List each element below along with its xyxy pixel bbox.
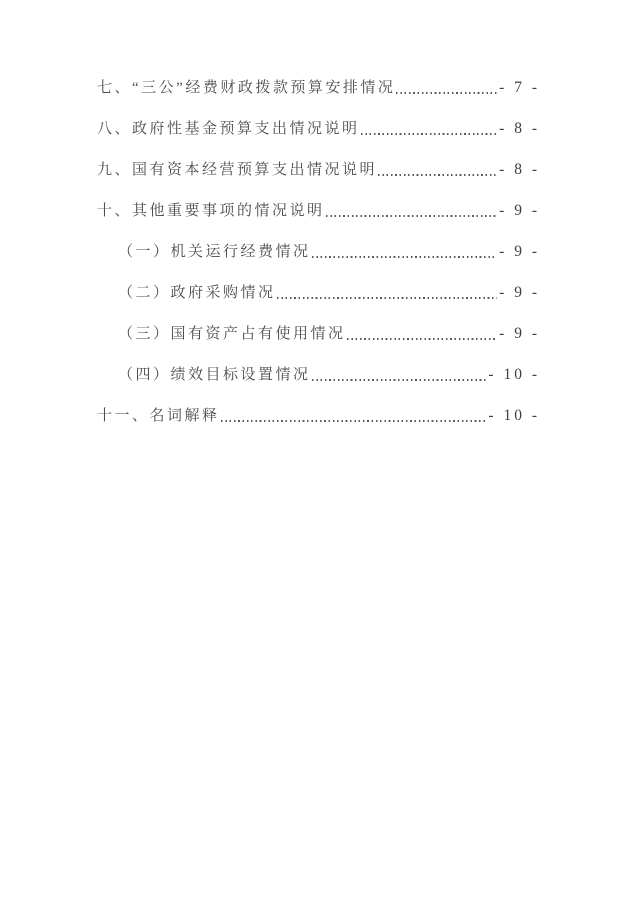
toc-page-number: - 10 - (488, 407, 540, 424)
toc-entry-label: 十、其他重要事项的情况说明 (97, 203, 325, 219)
toc-entry[interactable] (97, 283, 540, 303)
toc-page-number: - 10 - (488, 366, 540, 383)
toc-leader-dots (312, 379, 487, 381)
toc-leader-dots (347, 338, 498, 340)
toc-entry-label: （三）国有资产占有使用情况 (118, 326, 346, 342)
toc-entry-label: （一）机关运行经费情况 (118, 244, 311, 260)
toc-entry[interactable] (97, 201, 540, 221)
toc-entry[interactable] (97, 119, 540, 139)
toc-entry-label: 九、国有资本经营预算支出情况说明 (97, 162, 378, 178)
toc-entry-label: 十一、名词解释 (97, 408, 220, 424)
toc-entry-label: （四）绩效目标设置情况 (118, 367, 311, 383)
toc-entry[interactable] (97, 365, 540, 385)
toc-leader-dots (326, 215, 498, 217)
toc-entry[interactable] (97, 242, 540, 262)
toc-leader-dots (396, 92, 497, 94)
toc-page-number: - 8 - (499, 161, 540, 178)
toc-page-number: - 9 - (499, 325, 540, 342)
toc-leader-dots (312, 256, 498, 258)
toc-page-number: - 9 - (499, 202, 540, 219)
toc-leader-dots (378, 174, 497, 176)
toc-entry[interactable] (97, 160, 540, 180)
toc-page-number: - 9 - (499, 243, 540, 260)
toc-entry[interactable] (97, 324, 540, 344)
toc-leader-dots (277, 297, 498, 299)
toc-entry[interactable] (97, 78, 540, 98)
toc-entry-label: 八、政府性基金预算支出情况说明 (97, 121, 360, 137)
toc-page-number: - 7 - (499, 79, 540, 96)
toc-leader-dots (361, 133, 498, 135)
toc-page-number: - 9 - (499, 284, 540, 301)
toc-entry-label: 七、“三公”经费财政拨款预算安排情况 (97, 80, 396, 96)
toc-page-number: - 8 - (499, 120, 540, 137)
toc-leader-dots (221, 420, 487, 422)
toc-entry-label: （二）政府采购情况 (118, 285, 276, 301)
toc-entry[interactable] (97, 406, 540, 426)
